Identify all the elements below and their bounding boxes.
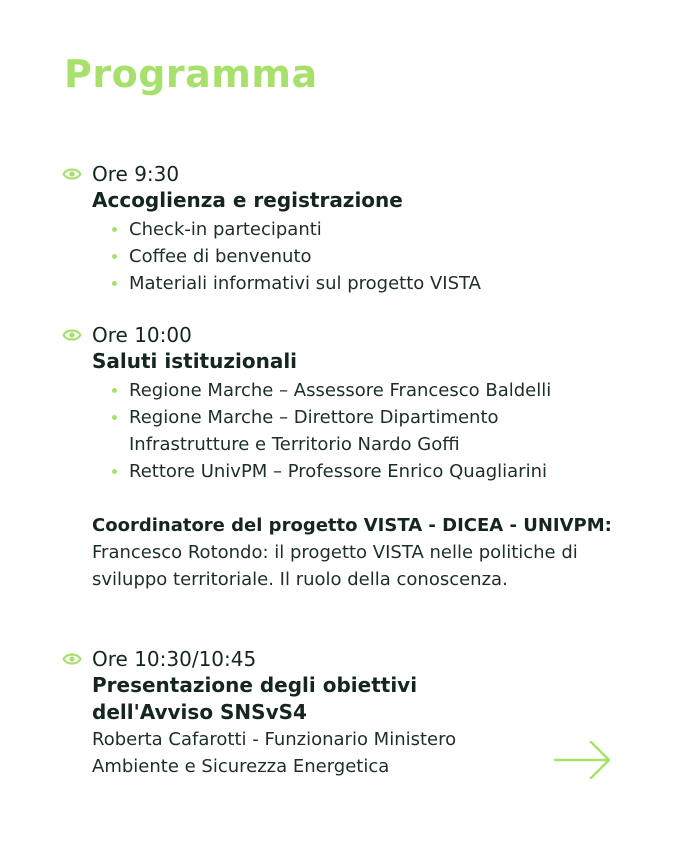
section-header (62, 646, 622, 672)
schedule-section-0930 (62, 161, 622, 297)
schedule-section-1000 (62, 322, 622, 593)
eye-icon (62, 164, 82, 184)
section-header (62, 322, 622, 348)
bullet-list (62, 216, 622, 297)
list-item: Regione Marche – Direttore Dipartimento Infrastrutture e Territorio Nardo Goffi (112, 404, 622, 458)
list-item: Check-in partecipanti (112, 216, 622, 243)
section-text: Roberta Cafarotti - Funzionario Ministero Ambiente e Sicurezza Energetica (92, 729, 457, 777)
coordinator-label: Coordinatore del progetto VISTA - DICEA - UNIVPM: (92, 515, 612, 536)
section-header (62, 161, 622, 187)
section-heading: Saluti istituzionali (92, 349, 298, 373)
list-item: Coffee di benvenuto (112, 243, 622, 270)
schedule-section-1030 (62, 646, 622, 780)
section-heading: Accoglienza e registrazione (92, 188, 403, 212)
list-item: Rettore UnivPM – Professore Enrico Quagliarini (112, 458, 622, 485)
section-heading: Presentazione degli obiettivi dell'Avviso SNSvS4 (92, 673, 418, 724)
bullet-list (62, 377, 622, 485)
coordinator-paragraph (92, 512, 622, 593)
next-arrow-icon[interactable] (553, 739, 613, 781)
eye-icon (62, 325, 82, 345)
section-time: Ore 10:30/10:45 (92, 647, 257, 671)
eye-icon (62, 649, 82, 669)
section-time: Ore 9:30 (92, 162, 180, 186)
page-title: Programma (64, 52, 318, 96)
list-item: Materiali informativi sul progetto VISTA (112, 270, 622, 297)
section-time: Ore 10:00 (92, 323, 192, 347)
list-item: Regione Marche – Assessore Francesco Baldelli (112, 377, 622, 404)
coordinator-text: Francesco Rotondo: il progetto VISTA nelle politiche di sviluppo territoriale. Il ruolo della conoscenza. (92, 542, 578, 590)
